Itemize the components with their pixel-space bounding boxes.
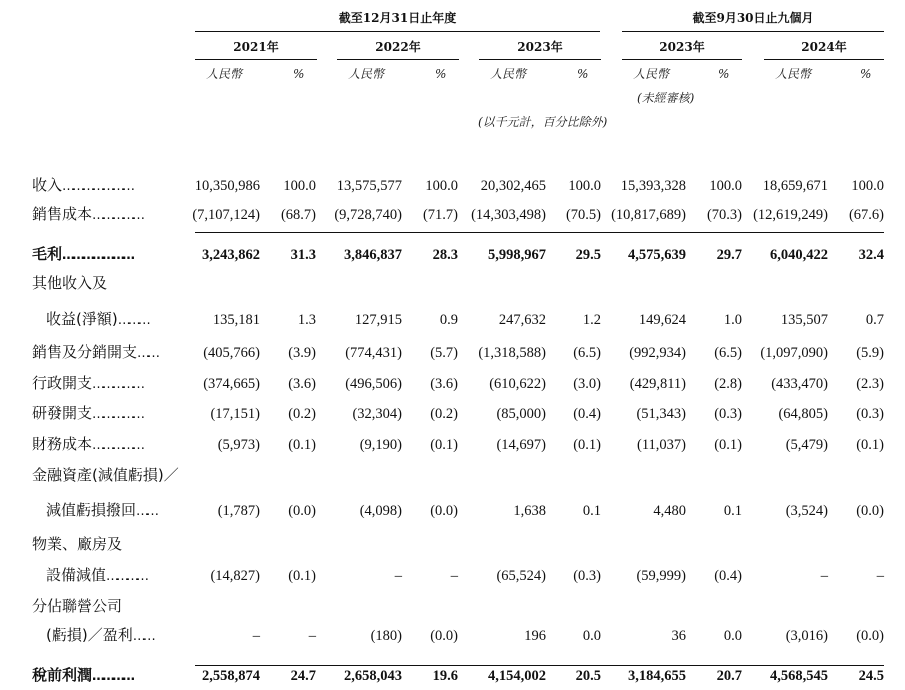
percent-cell: (0.1) (288, 568, 316, 584)
amount-cell: (64,805) (778, 406, 828, 422)
percent-header: % (435, 67, 447, 81)
percent-cell: (0.0) (430, 628, 458, 644)
row-label (32, 276, 107, 291)
amount-cell: (992,934) (629, 345, 686, 361)
amount-cell: 196 (524, 628, 546, 644)
percent-cell: (6.5) (573, 345, 601, 361)
percent-cell: (0.0) (288, 503, 316, 519)
row-label-text: 財務成本 (32, 435, 93, 453)
percent-cell: (3.6) (288, 376, 316, 392)
amount-cell: 4,575,639 (628, 247, 686, 263)
leader-dots: ……… (117, 313, 148, 328)
leader-dots: ………………… (62, 248, 133, 263)
percent-cell: (0.3) (714, 406, 742, 422)
amount-cell: 247,632 (498, 312, 546, 328)
percent-cell: 29.5 (575, 247, 601, 263)
row-label-text: 收益(淨額) (46, 310, 118, 328)
percent-cell: (2.8) (714, 376, 742, 392)
amount-cell: 4,154,002 (488, 668, 546, 684)
percent-cell: 0.1 (582, 503, 601, 519)
amount-cell: (1,318,588) (478, 345, 546, 361)
row-label (32, 599, 122, 614)
leader-dots: …… (132, 629, 153, 644)
leader-dots: …………… (92, 407, 143, 422)
percent-cell: 100.0 (283, 178, 316, 194)
leader-dots: ………… (106, 569, 147, 584)
amount-cell: 135,507 (780, 312, 828, 328)
amount-cell: (10,817,689) (611, 207, 686, 223)
percent-header: % (860, 67, 872, 81)
group-header-nine-months: 截至9月30日止九個月 (692, 11, 814, 25)
percent-cell: 20.5 (575, 668, 601, 684)
amount-cell: 4,480 (653, 503, 686, 519)
leader-dots: …… (136, 504, 157, 519)
row-label-text: 毛利 (32, 245, 63, 263)
currency-header: 人民幣 (490, 67, 527, 81)
amount-cell: 3,846,837 (344, 247, 402, 263)
amount-cell: 2,658,043 (344, 668, 402, 684)
amount-cell: (32,304) (352, 406, 402, 422)
row-label (46, 568, 146, 583)
percent-cell: 0.9 (439, 312, 458, 328)
amount-cell: (51,343) (636, 406, 686, 422)
year-header: 2022年 (375, 40, 421, 54)
row-label (46, 628, 153, 643)
amount-cell: (4,098) (359, 503, 402, 519)
amount-cell: (374,665) (203, 376, 260, 392)
unaudited-note: (未經審核) (637, 91, 695, 105)
percent-cell: 31.3 (290, 247, 316, 263)
amount-cell: (3,524) (785, 503, 828, 519)
percent-cell: (0.0) (856, 503, 884, 519)
amount-cell: (774,431) (345, 345, 402, 361)
divider (479, 59, 601, 60)
percent-cell: 24.7 (290, 668, 316, 684)
divider (622, 59, 742, 60)
row-label (32, 345, 157, 360)
percent-cell: 100.0 (425, 178, 458, 194)
percent-cell: (3.9) (288, 345, 316, 361)
percent-cell: (70.5) (565, 207, 601, 223)
row-label (32, 247, 132, 262)
amount-cell: (14,697) (496, 437, 546, 453)
percent-cell: 1.3 (297, 312, 316, 328)
percent-cell: (0.3) (856, 406, 884, 422)
leader-dots: ………… (92, 669, 133, 684)
amount-cell: 3,243,862 (202, 247, 260, 263)
percent-header: % (293, 67, 305, 81)
amount-cell: (12,619,249) (753, 207, 828, 223)
amount-cell: – (252, 628, 260, 644)
amount-cell: (85,000) (496, 406, 546, 422)
percent-cell: (67.6) (848, 207, 884, 223)
percent-cell: 0.7 (865, 312, 884, 328)
percent-cell: (0.0) (856, 628, 884, 644)
amount-cell: 13,575,577 (336, 178, 402, 194)
currency-header: 人民幣 (348, 67, 385, 81)
amount-cell: (429,811) (629, 376, 686, 392)
leader-dots: …… (137, 346, 158, 361)
amount-cell: (59,999) (636, 568, 686, 584)
amount-cell: (1,787) (217, 503, 260, 519)
percent-cell: 0.1 (723, 503, 742, 519)
row-label-text: 其他收入及 (32, 274, 108, 292)
row-label-text: 行政開支 (32, 374, 93, 392)
leader-dots: ………………… (62, 179, 133, 194)
percent-cell: (6.5) (714, 345, 742, 361)
percent-cell: (0.0) (430, 503, 458, 519)
amount-cell: 18,659,671 (762, 178, 828, 194)
row-label (46, 503, 156, 518)
percent-cell: (0.4) (714, 568, 742, 584)
row-label (32, 178, 132, 193)
divider (622, 31, 884, 32)
percent-cell: 32.4 (858, 247, 884, 263)
percent-cell: (70.3) (706, 207, 742, 223)
year-header: 2023年 (659, 40, 705, 54)
amount-cell: (5,973) (217, 437, 260, 453)
currency-header: 人民幣 (206, 67, 243, 81)
percent-cell: – (450, 568, 458, 584)
percent-cell: (71.7) (422, 207, 458, 223)
amount-cell: 6,040,422 (770, 247, 828, 263)
percent-cell: (5.9) (856, 345, 884, 361)
percent-cell: (0.1) (288, 437, 316, 453)
amount-cell: (180) (370, 628, 402, 644)
percent-cell: (2.3) (856, 376, 884, 392)
percent-cell: 28.3 (432, 247, 458, 263)
leader-dots: …………… (92, 208, 143, 223)
percent-cell: 20.7 (716, 668, 742, 684)
percent-cell: – (876, 568, 884, 584)
row-label (32, 406, 142, 421)
amount-cell: (433,470) (771, 376, 828, 392)
percent-cell: 100.0 (851, 178, 884, 194)
row-label (32, 207, 142, 222)
amount-cell: (65,524) (496, 568, 546, 584)
percent-cell: (0.2) (288, 406, 316, 422)
percent-cell: (0.1) (573, 437, 601, 453)
row-label-text: 研發開支 (32, 404, 93, 422)
percent-cell: 1.0 (723, 312, 742, 328)
amount-cell: 15,393,328 (620, 178, 686, 194)
currency-header: 人民幣 (775, 67, 812, 81)
percent-cell: (3.6) (430, 376, 458, 392)
percent-cell: 0.0 (723, 628, 742, 644)
amount-cell: (7,107,124) (192, 207, 260, 223)
total-rule (195, 665, 884, 666)
percent-header: % (718, 67, 730, 81)
amount-cell: (9,728,740) (334, 207, 402, 223)
percent-cell: (0.1) (856, 437, 884, 453)
percent-cell: 24.5 (858, 668, 884, 684)
percent-cell: 19.6 (432, 668, 458, 684)
divider (195, 31, 600, 32)
row-label-text: 銷售成本 (32, 205, 93, 223)
year-header: 2024年 (801, 40, 847, 54)
amount-cell: (11,037) (637, 437, 686, 453)
row-label-text: 金融資產(減值虧損)／ (32, 466, 179, 484)
percent-cell: (0.1) (430, 437, 458, 453)
row-label (32, 537, 122, 552)
amount-cell: 10,350,986 (194, 178, 260, 194)
percent-cell: (0.4) (573, 406, 601, 422)
amount-cell: (5,479) (785, 437, 828, 453)
amount-cell: 3,184,655 (628, 668, 686, 684)
amount-cell: (17,151) (210, 406, 260, 422)
row-label-text: 稅前利潤 (32, 666, 93, 684)
row-label-text: 物業、廠房及 (32, 535, 123, 553)
group-header-annual: 截至12月31日止年度 (338, 11, 457, 25)
row-label-text: 收入 (32, 176, 63, 194)
year-header: 2023年 (517, 40, 563, 54)
amount-cell: 4,568,545 (770, 668, 828, 684)
amount-cell: (14,827) (210, 568, 260, 584)
divider (764, 59, 884, 60)
amount-cell: 36 (671, 628, 686, 644)
percent-cell: (0.1) (714, 437, 742, 453)
amount-cell: – (394, 568, 402, 584)
divider (195, 59, 317, 60)
amount-cell: (14,303,498) (471, 207, 546, 223)
percent-cell: 1.2 (582, 312, 601, 328)
divider (337, 59, 459, 60)
amount-cell: (610,622) (489, 376, 546, 392)
amount-cell: (3,016) (785, 628, 828, 644)
percent-header: % (577, 67, 589, 81)
percent-cell: 100.0 (709, 178, 742, 194)
amount-cell: 127,915 (354, 312, 402, 328)
amount-cell: 20,302,465 (480, 178, 546, 194)
amount-cell: (9,190) (359, 437, 402, 453)
year-header: 2021年 (233, 40, 279, 54)
subtotal-rule (195, 232, 884, 233)
percent-cell: – (308, 628, 316, 644)
percent-cell: 29.7 (716, 247, 742, 263)
amount-cell: (405,766) (203, 345, 260, 361)
percent-cell: 0.0 (582, 628, 601, 644)
amount-cell: – (820, 568, 828, 584)
percent-cell: (0.2) (430, 406, 458, 422)
amount-cell: 149,624 (638, 312, 686, 328)
amount-cell: (1,097,090) (760, 345, 828, 361)
amount-cell: (496,506) (345, 376, 402, 392)
percent-cell: (5.7) (430, 345, 458, 361)
row-label (32, 376, 142, 391)
leader-dots: …………… (92, 377, 143, 392)
row-label (32, 668, 132, 683)
amount-cell: 5,998,967 (488, 247, 546, 263)
leader-dots: …………… (92, 438, 143, 453)
currency-header: 人民幣 (633, 67, 670, 81)
percent-cell: 100.0 (568, 178, 601, 194)
row-label-text: 分佔聯營公司 (32, 597, 123, 615)
amount-cell: 1,638 (513, 503, 546, 519)
row-label (46, 312, 148, 327)
unit-note: (以千元計，百分比除外) (478, 115, 608, 129)
row-label (32, 468, 179, 483)
percent-cell: (0.3) (573, 568, 601, 584)
percent-cell: (3.0) (573, 376, 601, 392)
row-label-text: (虧損)／盈利 (46, 626, 133, 644)
amount-cell: 135,181 (212, 312, 260, 328)
percent-cell: (68.7) (280, 207, 316, 223)
row-label-text: 設備減值 (46, 566, 107, 584)
amount-cell: 2,558,874 (202, 668, 260, 684)
row-label-text: 減值虧損撥回 (46, 501, 137, 519)
row-label (32, 437, 142, 452)
row-label-text: 銷售及分銷開支 (32, 343, 138, 361)
